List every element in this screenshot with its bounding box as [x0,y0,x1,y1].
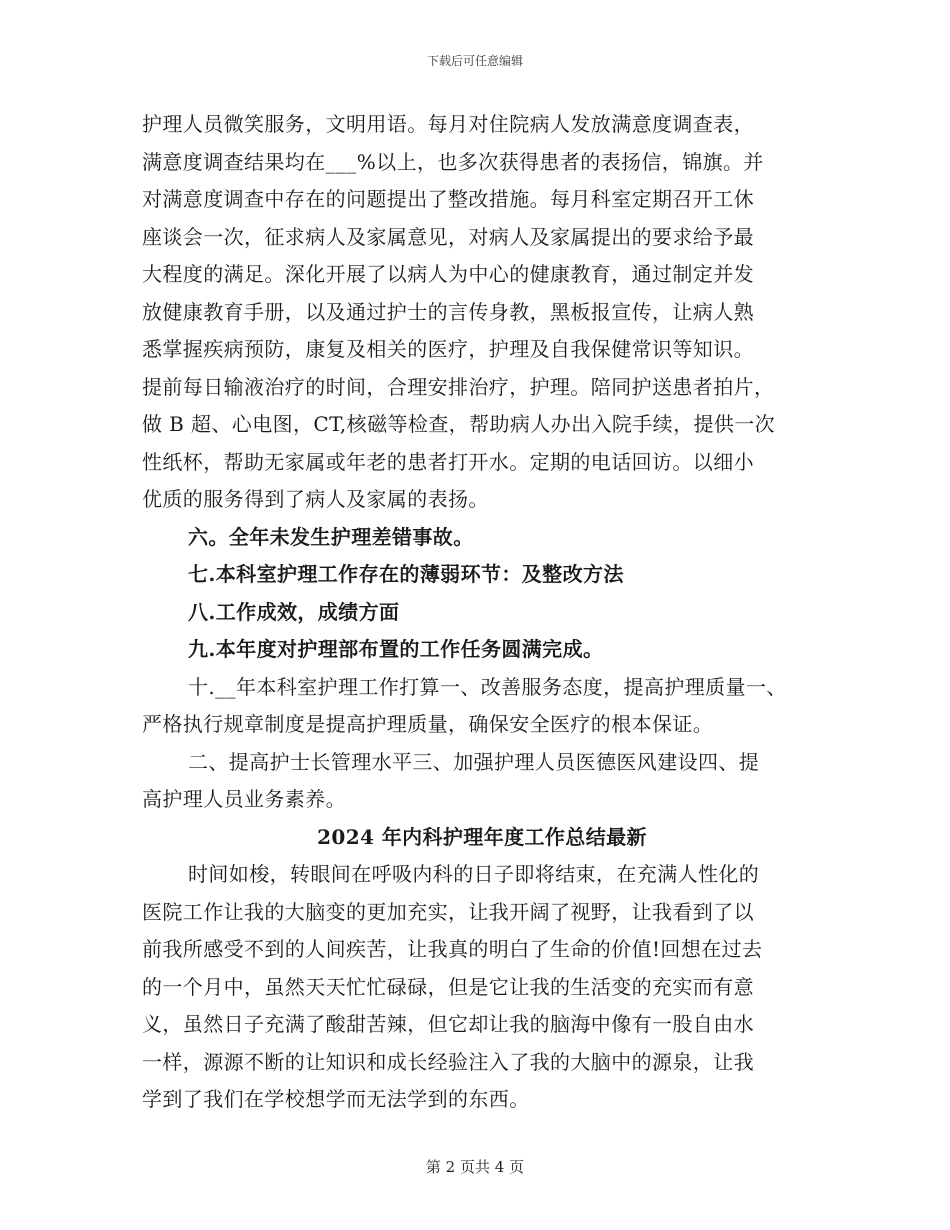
text-line: 性纸杯，帮助无家属或年老的患者打开水。定期的电话回访。以细小 [142,449,754,474]
paragraph [142,556,822,594]
text-line: 优质的服务得到了病人及家属的表扬。 [142,487,489,511]
page-header: 下载后可任意编辑 [426,54,523,68]
paragraph [142,519,822,557]
text-line: 护理人员微笑服务，文明用语。每月对住院病人发放满意度调查表， [142,112,754,136]
text-line: 学到了我们在学校想学而无法学到的东西。 [142,1087,530,1111]
text-line: 前我所感受不到的人间疾苦，让我真的明白了生命的价值!回想在过去 [142,937,763,961]
text-line: 六。全年未发生护理差错事故。 [188,524,474,549]
text-line: 义，虽然日子充满了酸甜苦辣，但它却让我的脑海中像有一股自由水 [142,1012,754,1036]
paragraph [142,631,822,669]
text-line: 时间如梭，转眼间在呼吸内科的日子即将结束，在充满人性化的 [188,862,760,886]
paragraph [142,106,822,519]
text-line: 七.本科室护理工作存在的薄弱环节：及整改方法 [188,562,624,586]
text-line: 对满意度调查中存在的问题提出了整改措施。每月科室定期召开工休 [142,187,754,211]
page-footer: 第 2 页共 4 页 [425,1158,525,1176]
text-line: 的一个月中，虽然天天忙忙碌碌，但是它让我的生活变的充实而有意 [142,974,754,999]
text-line: 一样，源源不断的让知识和成长经验注入了我的大脑中的源泉，让我 [142,1049,754,1074]
text-line: 二、提高护士长管理水平三、加强护理人员医德医风建设四、提 [188,749,760,774]
text-line: 提前每日输液治疗的时间，合理安排治疗，护理。陪同护送患者拍片， [142,374,775,399]
text-line: 座谈会一次，征求病人及家属意见，对病人及家属提出的要求给予最 [142,224,754,249]
text-line: 放健康教育手册，以及通过护士的言传身教，黑板报宣传，让病人熟 [142,299,754,324]
text-line: 严格执行规章制度是提高护理质量，确保安全医疗的根本保证。 [142,712,714,736]
text-line: 悉掌握疾病预防，康复及相关的医疗，护理及自我保健常识等知识。 [142,337,754,361]
document-body [142,106,822,1119]
section-title [142,819,822,857]
paragraph [142,594,822,632]
paragraph [142,669,822,744]
text-line: 高护理人员业务素养。 [142,787,346,811]
text-line: 大程度的满足。深化开展了以病人为中心的健康教育，通过制定并发 [142,262,754,286]
paragraph [142,744,822,819]
text-line: 满意度调查结果均在___%以上，也多次获得患者的表扬信，锦旗。并 [142,149,764,174]
text-line: 医院工作让我的大脑变的更加充实，让我开阔了视野，让我看到了以 [142,899,754,924]
text-line: 八.工作成效，成绩方面 [188,599,400,624]
text-line: 做 B 超、心电图，CT,核磁等检查，帮助病人办出入院手续，提供一次 [142,412,776,436]
paragraph [142,856,822,1119]
text-line: 2024 年内科护理年度工作总结最新 [317,824,647,849]
text-line: 十.__年本科室护理工作打算一、改善服务态度，提高护理质量一、 [188,674,787,699]
text-line: 九.本年度对护理部布置的工作任务圆满完成。 [188,637,604,661]
